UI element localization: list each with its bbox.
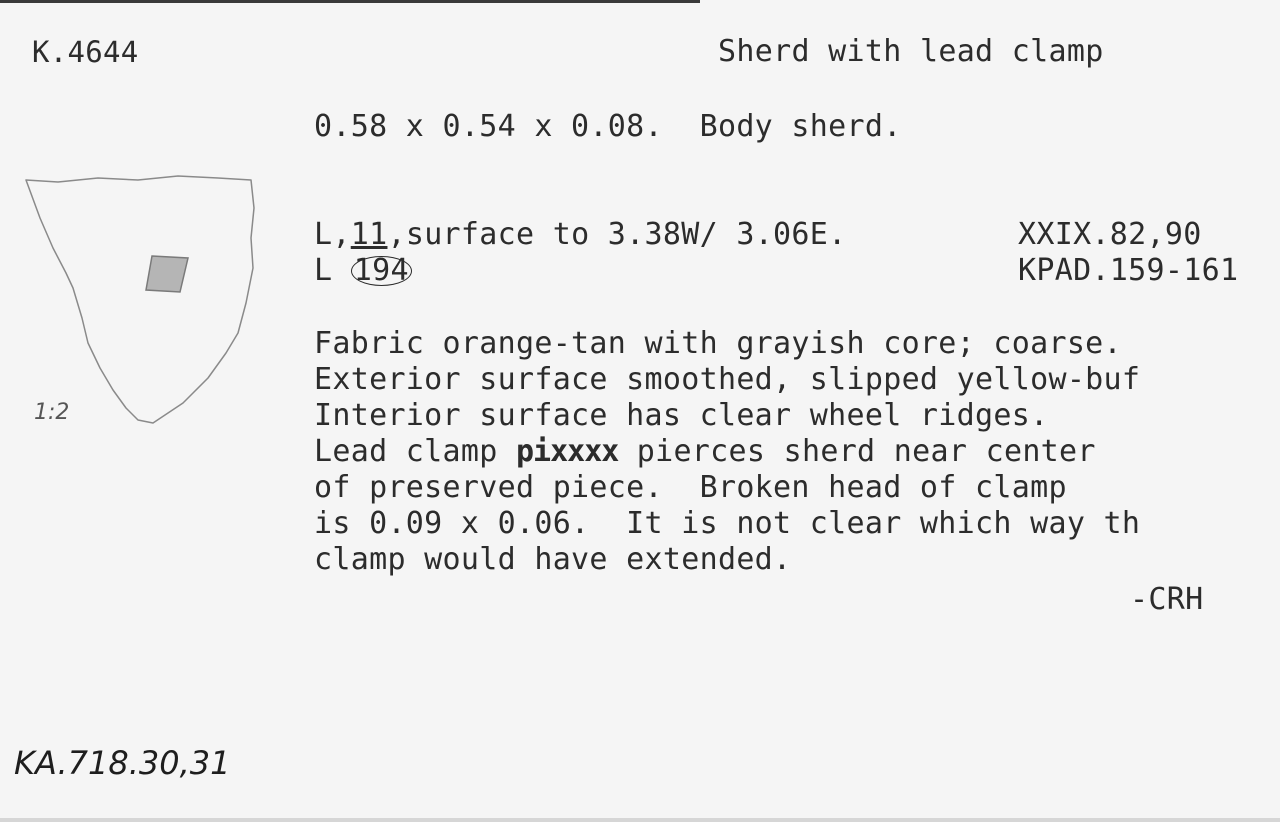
card-top-edge [0, 0, 700, 3]
description-line: Fabric orange-tan with grayish core; coarse. [314, 326, 1122, 361]
description-text: pierces sherd near center [618, 434, 1096, 469]
lot-prefix: L [314, 253, 351, 288]
description-line [314, 434, 1096, 470]
description-text: Lead clamp [314, 434, 516, 469]
dimensions-line: 0.58 x 0.54 x 0.08. Body sherd. [314, 109, 902, 144]
description-line: Exterior surface smoothed, slipped yellow-buf [314, 362, 1141, 397]
lead-clamp-shape [146, 256, 188, 292]
notebook-reference: KPAD.159-161 [1018, 253, 1239, 288]
findspot-prefix: L, [314, 217, 351, 252]
lot-number-circled: 194 [351, 256, 412, 286]
struck-out-word: pixxxx [515, 434, 619, 469]
catalog-number: K.4644 [32, 35, 139, 69]
description-line: of preserved piece. Broken head of clamp [314, 470, 1067, 505]
author-initials: -CRH [1130, 582, 1204, 617]
sherd-outline [26, 176, 254, 423]
findspot-line-1 [314, 217, 847, 253]
findspot-line-2 [314, 253, 412, 289]
card-bottom-edge [0, 818, 1280, 822]
photo-reference: KA.718.30,31 [14, 744, 231, 782]
object-title: Sherd with lead clamp [718, 34, 1104, 69]
findspot-layer: 11 [350, 217, 388, 252]
description-line: is 0.09 x 0.06. It is not clear which way th [314, 506, 1141, 541]
findspot-depth: ,surface to 3.38W/ 3.06E. [387, 217, 847, 252]
findspot-reference: XXIX.82,90 [1018, 217, 1202, 252]
sherd-drawing [18, 168, 268, 438]
drawing-scale: 1:2 [34, 400, 70, 425]
description-line: clamp would have extended. [314, 542, 792, 577]
description-line: Interior surface has clear wheel ridges. [314, 398, 1049, 433]
